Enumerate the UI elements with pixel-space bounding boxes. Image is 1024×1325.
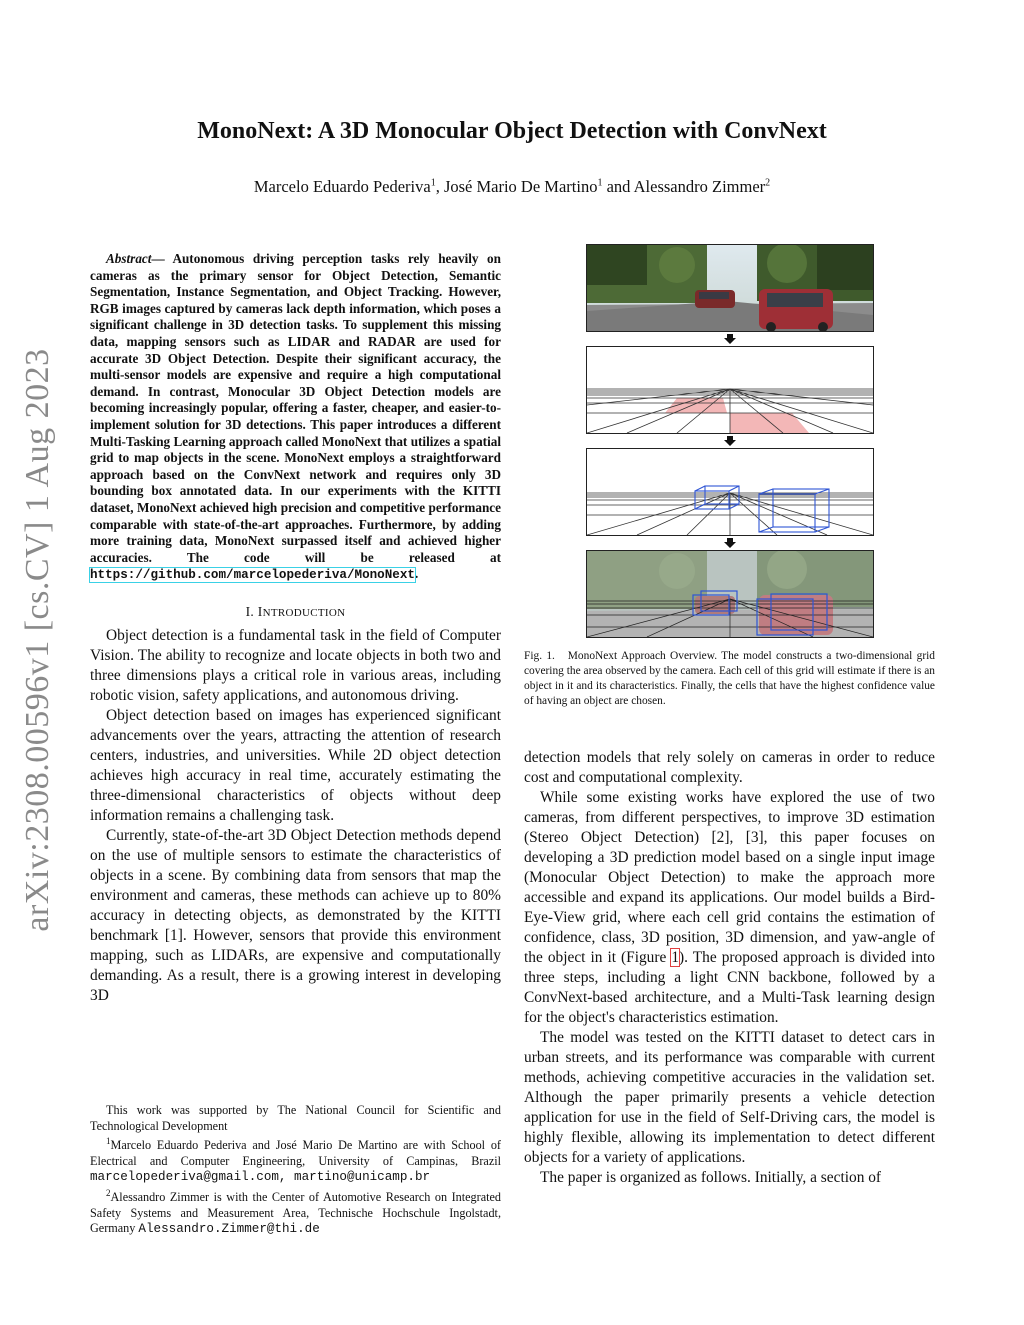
footnote-mark: 1 bbox=[106, 1136, 111, 1147]
caption-text: MonoNext Approach Overview. The model constructs a two-dimensional grid covering the area observed by the camera. Each cell of this grid will estimate if there is an object in it and its characteristics. Finally, the cells that have the highest confidence value of having an object are chosen. bbox=[524, 650, 935, 707]
abstract-label: Abstract bbox=[106, 251, 152, 266]
section-number: I. bbox=[245, 603, 258, 619]
detection-overlay-image bbox=[587, 551, 873, 637]
intro-paragraph: Object detection based on images has experienced significant advancements over the years, attracting the attention of research centers, industries, and universities. While 2D object detection achieves high accuracy in real time, accurately estimating the three-dimensional characteristics of objects without deep information remains a challenging task. bbox=[90, 706, 501, 824]
funding-footnote: This work was supported by The National Council for Scientific and Technological Development bbox=[90, 1103, 501, 1133]
arrow-down-icon bbox=[586, 536, 874, 550]
footnote-text: Marcelo Eduardo Pederiva and José Mario De Martino are with School of Electrical and Computer Engineering, University of Campinas, Brazil bbox=[90, 1138, 501, 1168]
author-emails: marcelopederiva@gmail.com, martino@unicamp.br bbox=[90, 1170, 431, 1185]
bev-grid-panel bbox=[586, 346, 874, 434]
author-name: Marcelo Eduardo Pederiva bbox=[253, 177, 431, 196]
camera-image-panel bbox=[586, 244, 874, 332]
section-title-rest: NTRODUCTION bbox=[262, 606, 346, 619]
figure-reference-link[interactable]: 1 bbox=[671, 949, 680, 966]
footnote-mark: 2 bbox=[106, 1188, 111, 1199]
author-separator: and bbox=[602, 177, 634, 196]
abstract-text: Autonomous driving perception tasks rely heavily on cameras as the primary sensor for Object Detection, Semantic Segmentation, Instance Segmentation, and Object Tracking. However, RGB images captured by cameras lack depth information, which poses a significant challenge in 3D detection tasks. To supplement this missing data, mapping sensors such as LIDAR and RADAR are used for accurate 3D Object Detection. Despite their significant accuracy, the multi-sensor models are expensive and require a high computational demand. In contrast, Monocular 3D Object Detection models are becoming increasingly popular, offering a faster, cheaper, and easier-to-implement solution for 3D detections. This paper introduces a different Multi-Tasking Learning approach called MonoNext that utilizes a spatial grid to map objects in the scene. MonoNext employs a straightforward approach based on the ConvNext network and requires only 3D bounding box annotated data. In our experiments with the KITTI dataset, MonoNext achieved high precision and competitive performance comparable with state-of-the-art approaches. Furthermore, by adding more training data, MonoNext surpassed itself and achieved higher accuracies. The code will be released at bbox=[90, 251, 501, 565]
paragraph-text: While some existing works have explored the use of two cameras, from different perspectives, to improve 3D estimation (Stereo Object Detection) [2], [3], this paper focuses on developing a 3D prediction model based on a single input image (Monocular Object Detection) to make the approach more accessible and expand its applications. Our model builds a Bird-Eye-View grid, where each cell grid contains the estimation of confidence, class, 3D position, 3D dimension, and yaw-angle of the object in it (Figure bbox=[524, 789, 935, 966]
affiliation-mark: 2 bbox=[765, 177, 771, 189]
figure-1 bbox=[586, 244, 874, 638]
intro-paragraph: Object detection is a fundamental task in the field of Computer Vision. The ability to recognize and locate objects in both two and three dimensions plays a critical role in various areas, including robotic vision, safety applications, and autonomous driving. bbox=[90, 626, 501, 704]
arrow-down-icon bbox=[586, 332, 874, 346]
body-paragraph: The model was tested on the KITTI dataset to detect cars in urban streets, and its performance was comparable with current methods, achieving competitive accuracies in the validation set. Although the paper primarily presents a vehicle detection application for use in the field of Self-Driving cars, the model is highly flexible, allowing its implementation to detect different objects for a variety of applications. bbox=[524, 1029, 935, 1166]
code-repository-link[interactable]: https://github.com/marcelopederiva/MonoNext bbox=[90, 568, 415, 583]
footnote-text: Alessandro Zimmer is with the Center of Automotive Research on Integrated Safety Systems and Measurement Area, Technische Hochschule Ingolstadt, Germany bbox=[90, 1190, 501, 1236]
affiliation-mark: 1 bbox=[430, 177, 436, 189]
author-separator: , bbox=[435, 177, 444, 196]
perspective-grid bbox=[587, 347, 873, 433]
body-paragraph bbox=[524, 788, 935, 1028]
street-scene-image bbox=[587, 245, 873, 331]
paper-title: MonoNext: A 3D Monocular Object Detection with ConvNext bbox=[197, 118, 827, 144]
section-heading-introduction bbox=[90, 604, 501, 620]
paragraph-text: ). The proposed approach is divided into three steps, including a light CNN backbone, followed by a ConvNext-based architecture, and a Multi-Task learning design for the object's characteristics estimation. bbox=[524, 949, 935, 1026]
footnotes bbox=[90, 1103, 501, 1238]
section-title-initial: I bbox=[257, 603, 263, 619]
abstract-dash: — bbox=[151, 251, 165, 266]
author-list bbox=[0, 177, 1024, 197]
author-name: Alessandro Zimmer bbox=[633, 177, 766, 196]
grid-with-3d-boxes bbox=[587, 449, 873, 535]
abstract-end: . bbox=[414, 566, 419, 582]
affiliation-footnote-2 bbox=[90, 1186, 501, 1238]
figure-caption bbox=[524, 649, 935, 709]
intro-paragraph: Currently, state-of-the-art 3D Object Detection methods depend on the use of multiple sensors to estimate the characteristics of objects in a scene. By combining data from sensors that map the environment and cameras, these methods can achieve up to 80% accuracy in detecting objects, as demonstrated by the KITTI benchmark [1]. However, sensors that provide this environment mapping, such as LIDARs, are expensive and computationally demanding. As a result, there is a growing interest in developing 3D bbox=[90, 826, 501, 1004]
affiliation-footnote-1 bbox=[90, 1134, 501, 1186]
arrow-down-icon bbox=[586, 434, 874, 448]
left-column bbox=[90, 251, 501, 1006]
detection-result-panel bbox=[586, 550, 874, 638]
affiliation-mark: 1 bbox=[597, 177, 603, 189]
body-paragraph: The paper is organized as follows. Initially, a section of bbox=[540, 1169, 882, 1186]
author-email: Alessandro.Zimmer@thi.de bbox=[138, 1222, 320, 1237]
right-column bbox=[524, 748, 935, 1188]
arxiv-identifier: arXiv:2308.00596v1 [cs.CV] 1 Aug 2023 bbox=[19, 348, 56, 932]
abstract bbox=[90, 251, 501, 584]
author-name: José Mario De Martino bbox=[443, 177, 598, 196]
body-paragraph: detection models that rely solely on cameras in order to reduce cost and computational complexity. bbox=[524, 749, 935, 786]
caption-label: Fig. 1. bbox=[524, 650, 555, 662]
3d-box-grid-panel bbox=[586, 448, 874, 536]
